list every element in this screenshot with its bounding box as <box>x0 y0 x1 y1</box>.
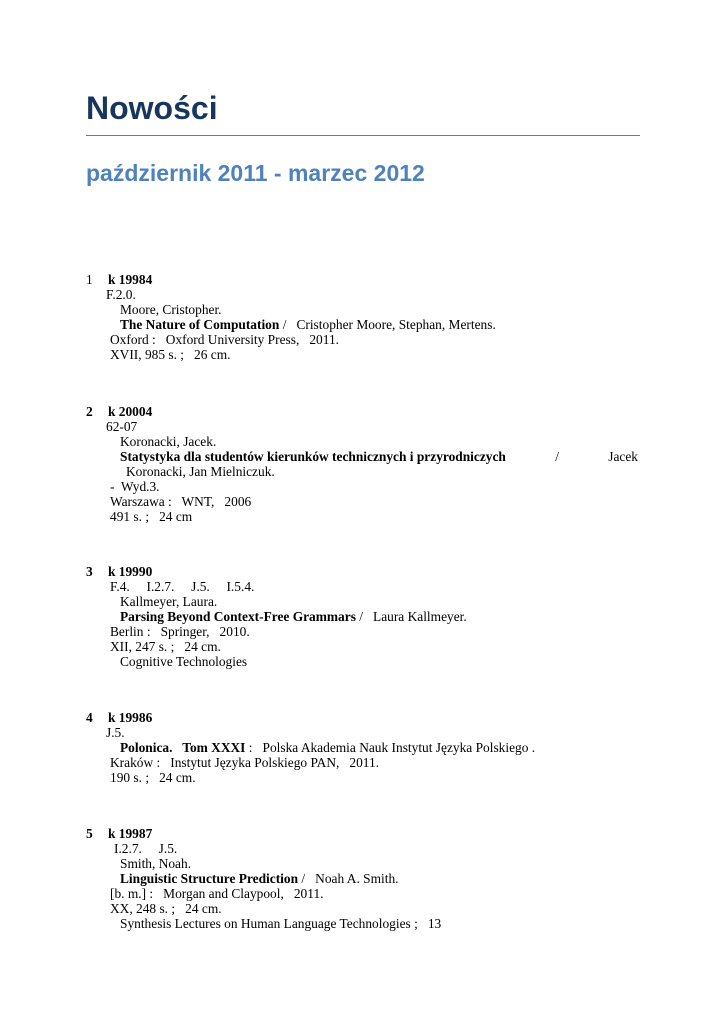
book-title: Statystyka dla studentów kierunków technicznych i przyrodniczych <box>120 449 506 464</box>
classification: 62-07 <box>106 419 138 434</box>
title-line <box>120 871 399 886</box>
entry-number: 4 <box>86 710 93 725</box>
series: Synthesis Lectures on Human Language Technologies ; 13 <box>120 916 442 931</box>
responsibility: / Cristopher Moore, Stephan, Mertens. <box>282 317 496 332</box>
author: Moore, Cristopher. <box>120 302 222 317</box>
classification: F.2.0. <box>106 287 136 302</box>
edition: - Wyd.3. <box>110 479 160 494</box>
entry-number: 1 <box>86 272 93 287</box>
call-number: k 19984 <box>108 272 153 287</box>
call-number: k 19990 <box>108 564 153 579</box>
series: Cognitive Technologies <box>120 654 248 669</box>
physical-description: 491 s. ; 24 cm <box>110 509 193 524</box>
publication: Oxford : Oxford University Press, 2011. <box>110 332 339 347</box>
book-title: Linguistic Structure Prediction <box>120 871 299 886</box>
author: Smith, Noah. <box>120 856 192 871</box>
page-subtitle: październik 2011 - marzec 2012 <box>86 160 425 186</box>
responsibility-continued: Koronacki, Jan Mielniczuk. <box>126 464 275 479</box>
call-number: k 20004 <box>108 404 153 419</box>
call-number: k 19987 <box>108 826 153 841</box>
call-number: k 19986 <box>108 710 153 725</box>
physical-description: XII, 247 s. ; 24 cm. <box>110 639 221 654</box>
title-line <box>120 609 467 624</box>
title-line <box>120 449 638 464</box>
publication: Berlin : Springer, 2010. <box>110 624 250 639</box>
book-title: Polonica. Tom XXXI <box>120 740 246 755</box>
entry-number: 5 <box>86 826 93 841</box>
author: Kallmeyer, Laura. <box>120 594 218 609</box>
book-title: The Nature of Computation <box>120 317 280 332</box>
responsibility-start: Jacek <box>608 449 638 464</box>
responsibility: : Polska Akademia Nauk Instytut Języka Polskiego . <box>248 740 536 755</box>
physical-description: XX, 248 s. ; 24 cm. <box>110 901 222 916</box>
page-title: Nowości <box>86 90 218 126</box>
title-divider <box>86 135 640 136</box>
entry-number: 2 <box>86 404 93 419</box>
publication: Kraków : Instytut Języka Polskiego PAN, 2011. <box>110 755 380 770</box>
responsibility-slash: / <box>555 449 559 464</box>
classification: F.4. I.2.7. J.5. I.5.4. <box>110 579 255 594</box>
publication: Warszawa : WNT, 2006 <box>110 494 252 509</box>
classification: J.5. <box>106 725 125 740</box>
publication: [b. m.] : Morgan and Claypool, 2011. <box>110 886 324 901</box>
title-line <box>120 740 535 755</box>
responsibility: / Noah A. Smith. <box>301 871 399 886</box>
responsibility: / Laura Kallmeyer. <box>359 609 467 624</box>
title-line <box>120 317 496 332</box>
entry-number: 3 <box>86 564 93 579</box>
physical-description: XVII, 985 s. ; 26 cm. <box>110 347 231 362</box>
classification: I.2.7. J.5. <box>114 841 178 856</box>
physical-description: 190 s. ; 24 cm. <box>110 770 196 785</box>
book-title: Parsing Beyond Context-Free Grammars <box>120 609 356 624</box>
author: Koronacki, Jacek. <box>120 434 217 449</box>
